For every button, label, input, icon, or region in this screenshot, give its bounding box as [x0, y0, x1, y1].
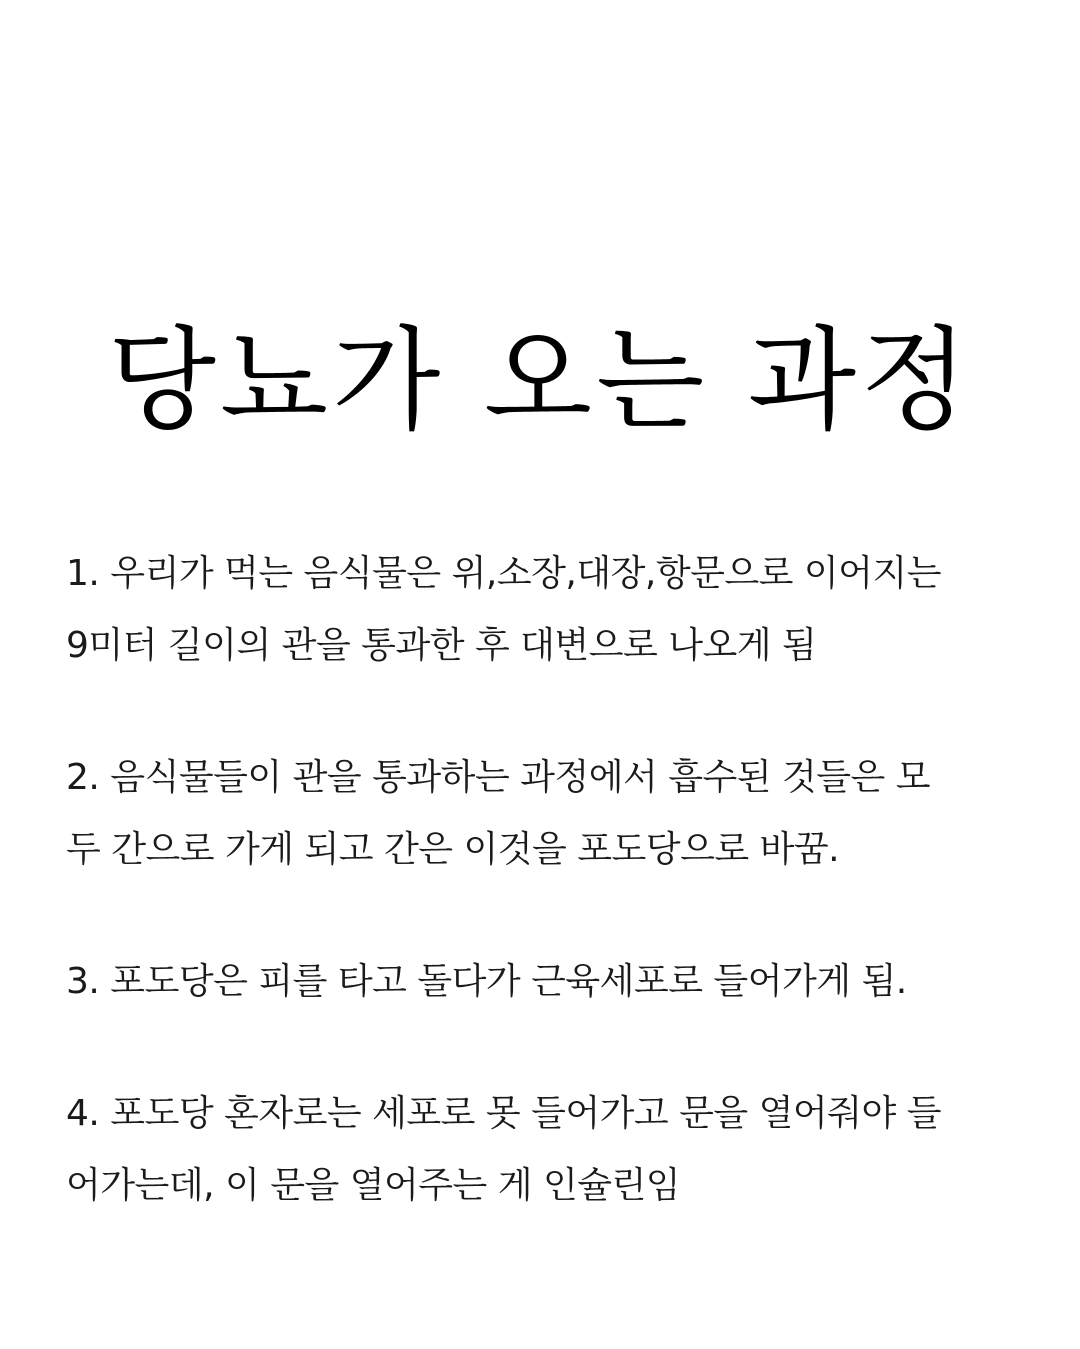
step-2-line-1: 2. 음식물들이 관을 통과하는 과정에서 흡수된 것들은 모: [66, 757, 931, 798]
list-item-step-2: [66, 742, 1026, 886]
list-item-step-4: [66, 1078, 1026, 1222]
step-2-line-2: 두 간으로 가게 되고 간은 이것을 포도당으로 바꿈.: [66, 829, 840, 870]
list-item-step-3: [66, 946, 1026, 1018]
step-4-line-1: 4. 포도당 혼자로는 세포로 못 들어가고 문을 열어줘야 들: [66, 1093, 941, 1134]
list-item-step-1: [66, 538, 1026, 682]
step-1-line-1: 1. 우리가 먹는 음식물은 위,소장,대장,항문으로 이어지는: [66, 553, 941, 594]
page-title: 당뇨가 오는 과정: [107, 316, 973, 446]
step-1-line-2: 9미터 길이의 관을 통과한 후 대변으로 나오게 됨: [66, 625, 817, 666]
step-4-line-2: 어가는데, 이 문을 열어주는 게 인슐린임: [66, 1165, 681, 1206]
process-steps-list: [66, 538, 1026, 1282]
step-3-line-1: 3. 포도당은 피를 타고 돌다가 근육세포로 들어가게 됨.: [66, 961, 907, 1002]
